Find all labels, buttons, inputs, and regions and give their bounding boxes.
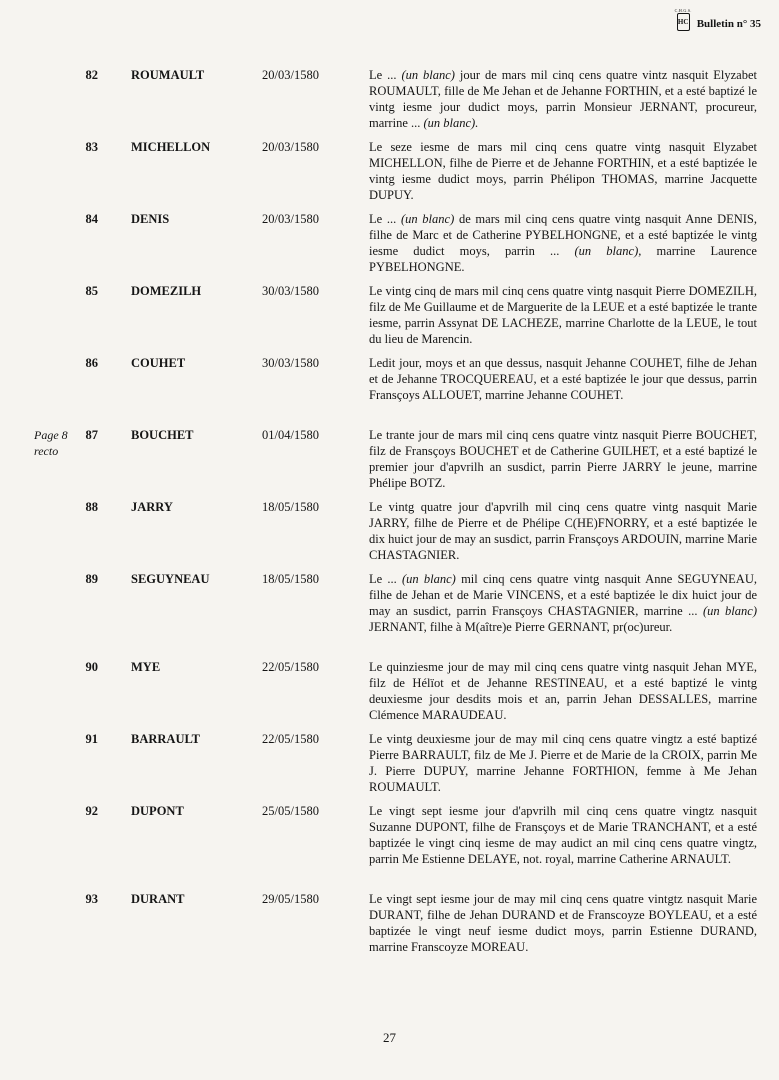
entry-date: 18/05/1580 xyxy=(262,572,319,586)
logo-caption: C.H.G.S. xyxy=(674,8,692,13)
family-name: DENIS xyxy=(131,212,170,226)
entry-text xyxy=(369,355,757,403)
entry-number: 85 xyxy=(85,284,98,298)
margin-note: Page 8 recto xyxy=(34,428,68,458)
text-segment: mil cinq cens quatre vintg nasquit Anne SEGUYNEAU, filhe de Jehan et de Marie VINCENS, et a esté baptizée le dix huict jour de may an susdict, parrin Fransçoys CHASTAGNIER, marrine ... xyxy=(369,572,757,618)
text-segment: Le seze iesme de mars mil cinq cens quatre vintg nasquit Elyzabet MICHELLON, filhe de Pierre et de Jehanne FORTHIN, et a esté baptizée le vintg iesme dudict moys, parrin Phélipon THOMAS, marrine Jacquette DUPUY. xyxy=(369,140,757,202)
text-segment: Le ... xyxy=(369,572,403,586)
entry-date: 20/03/1580 xyxy=(262,140,319,154)
entry-text xyxy=(369,659,757,723)
entry-date: 22/05/1580 xyxy=(262,660,319,674)
entry-number: 83 xyxy=(85,140,98,154)
text-segment: Le ... xyxy=(369,212,401,226)
text-segment: Le quinziesme jour de may mil cinq cens quatre vintg nasquit Jehan MYE, filz de Hélïot et de Jehanne RESTINEAU, et a esté baptizé le vintg deuxiesme jour desdits mois et an, parrin Jehan DESSALLES, marrine Clémence MARAUDEAU. xyxy=(369,660,757,722)
entry-number: 88 xyxy=(85,500,98,514)
text-segment: de mars mil cinq cens quatre vintg nasquit Anne DENIS, filhe de Marc et de Catherine PYBELHONGNE, et a esté baptizée le vintg iesme dudict moys, parrin ... xyxy=(369,212,757,258)
entry-date: 01/04/1580 xyxy=(262,428,319,442)
editorial-note: (un blanc), xyxy=(574,244,642,258)
entry-text xyxy=(369,139,757,203)
entry-date: 29/05/1580 xyxy=(262,892,319,906)
entry-text xyxy=(369,67,757,131)
text-segment: Le trante jour de mars mil cinq cens quatre vintz nasquit Pierre BOUCHET, filz de Fransçoys BOUCHET et de Catherine GUILHET, et a esté baptizé le premier jour d'apvrilh an susdict, parrin Pierre JARRY le jeune, marrine Phélipe BOTZ. xyxy=(369,428,757,490)
text-segment: Le vintg quatre jour d'apvrilh mil cinq cens quatre vintg nasquit Marie JARRY, filhe de Pierre et de Phélipe C(HE)FNORRY, et a esté baptizée le dix huict jour de may an susdict, parrin Fransçoys ARDOUIN, marrine Marie CHASTAGNIER. xyxy=(369,500,757,562)
entry-text xyxy=(369,283,757,347)
editorial-note: (un blanc) xyxy=(400,212,455,226)
logo-mark: HC xyxy=(677,13,690,31)
editorial-note: (un blanc) xyxy=(401,68,455,82)
society-logo xyxy=(675,8,692,31)
entry-number: 92 xyxy=(85,804,98,818)
text-segment: Le vintg deuxiesme jour de may mil cinq cens quatre vingtz a esté baptizé Pierre BARRAULT, filz de Me J. Pierre et de Marie de la CROIX, parrin Me J. Pierre DUPUY, marrine Jehanne FORTHION, femme à Me Jehan ROUMAULT. xyxy=(369,732,757,794)
entry-number: 86 xyxy=(85,356,98,370)
text-segment: Le vingt sept iesme jour d'apvrilh mil cinq cens quatre vingtz nasquit Suzanne DUPONT, filhe de Fransçoys et de Marie TRANCHANT, et a esté baptizée le vingt cinq iesme de may audict an mil cinq cens quatre vingtz, parrin Me Estienne DELAYE, not. royal, marrine Catherine ARNAULT. xyxy=(369,804,757,866)
entry-number: 93 xyxy=(85,892,98,906)
family-name: MICHELLON xyxy=(131,140,211,154)
entry-number: 90 xyxy=(85,660,98,674)
family-name: MYE xyxy=(131,660,161,674)
family-name: DUPONT xyxy=(131,804,184,818)
entry-date: 18/05/1580 xyxy=(262,500,319,514)
entry-number: 84 xyxy=(85,212,98,226)
entry-date: 22/05/1580 xyxy=(262,732,319,746)
page-header xyxy=(675,8,761,31)
family-name: JARRY xyxy=(131,500,173,514)
entry-text xyxy=(369,891,757,955)
entry-number: 91 xyxy=(85,732,98,746)
editorial-note: (un blanc) xyxy=(702,604,757,618)
page-number: 27 xyxy=(383,1030,396,1045)
entry-text xyxy=(369,571,757,635)
entry-text xyxy=(369,427,757,491)
family-name: DURANT xyxy=(131,892,185,906)
text-segment: Ledit jour, moys et an que dessus, nasquit Jehanne COUHET, filhe de Jehan et de Jehanne TROCQUEREAU, et a esté baptizée le jour que dessus, parrin Fransçoys ALLOUET, marrine Jehanne COUHET. xyxy=(369,356,757,402)
entry-date: 20/03/1580 xyxy=(262,68,319,82)
entry-text xyxy=(369,803,757,867)
text-segment: Le vintg cinq de mars mil cinq cens quatre vintg nasquit Pierre DOMEZILH, filz de Me Guillaume et de Marguerite de la LEUE et a esté baptizée le trante iesme, parrin Assynat DE LACHEZE, marrine Charlotte de la LEUE, le tout du lieu de Marencin. xyxy=(369,284,757,346)
entry-date: 30/03/1580 xyxy=(262,284,319,298)
entry-number: 89 xyxy=(85,572,98,586)
text-segment: JERNANT, filhe à M(aître)e Pierre GERNANT, pr(oc)ureur. xyxy=(369,620,673,634)
entry-text xyxy=(369,499,757,563)
family-name: BOUCHET xyxy=(131,428,194,442)
entry-number: 82 xyxy=(85,68,98,82)
text-segment: Le ... xyxy=(369,68,402,82)
text-segment: Le vingt sept iesme jour de may mil cinq cens quatre vintgtz nasquit Marie DURANT, filhe de Jehan DURAND et de Franscoyze BOYLEAU, et a esté baptizée le vingt neuf iesme dudict moys, parrin Estienne DURAND, marrine Franscoyze MOREAU. xyxy=(369,892,757,954)
bulletin-title: Bulletin n° 35 xyxy=(696,18,761,30)
family-name: COUHET xyxy=(131,356,186,370)
entry-text xyxy=(369,731,757,795)
editorial-note: (un blanc). xyxy=(423,116,479,130)
entry-number: 87 xyxy=(85,428,98,442)
family-name: SEGUYNEAU xyxy=(131,572,210,586)
editorial-note: (un blanc) xyxy=(402,572,456,586)
family-name: BARRAULT xyxy=(131,732,201,746)
text-segment: jour de mars mil cinq cens quatre vintz nasquit Elyzabet ROUMAULT, fille de Me Jehan et de Jehanne FORTHIN, et a esté baptizé le vintg iesme jour dudict moys, parrin Monsieur JERNANT, procureur, marrine ... xyxy=(369,68,757,130)
family-name: DOMEZILH xyxy=(131,284,202,298)
entry-text xyxy=(369,211,757,275)
entry-date: 20/03/1580 xyxy=(262,212,319,226)
family-name: ROUMAULT xyxy=(131,68,205,82)
entry-date: 30/03/1580 xyxy=(262,356,319,370)
entry-date: 25/05/1580 xyxy=(262,804,319,818)
text-segment: marrine Laurence PYBELHONGNE. xyxy=(369,244,757,274)
